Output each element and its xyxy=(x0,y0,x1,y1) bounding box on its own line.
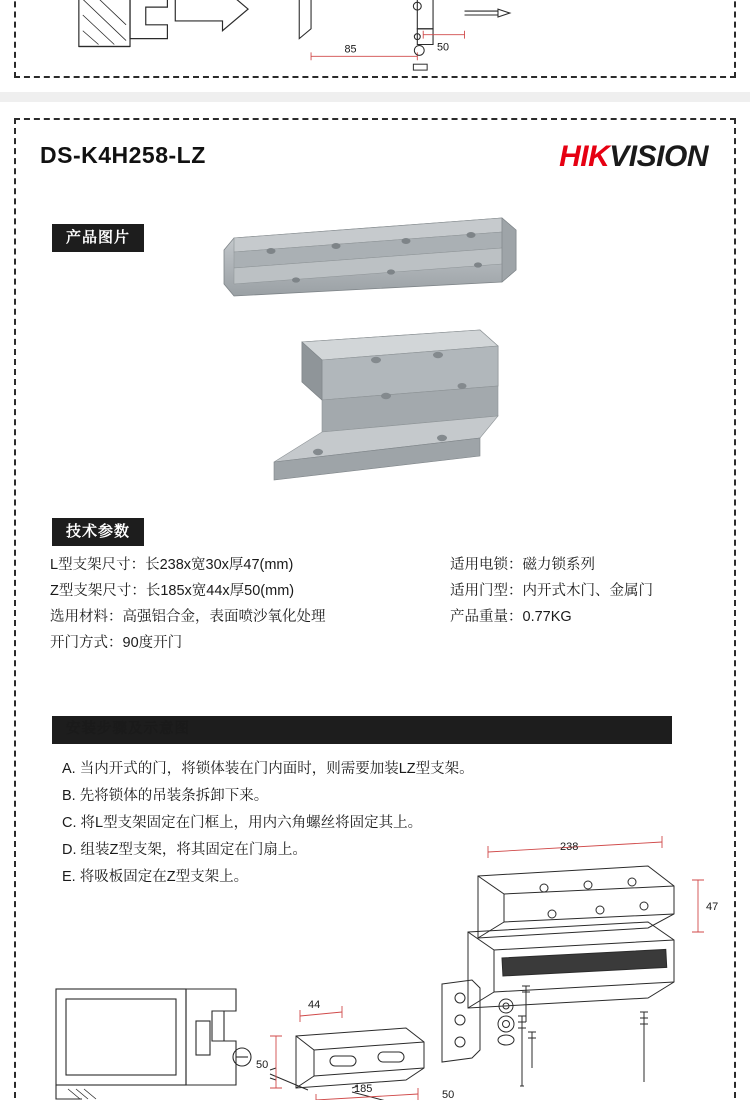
step-item: E. 将吸板固定在Z型支架上。 xyxy=(62,869,249,885)
section-label-tech-specs: 技术参数 xyxy=(52,518,144,546)
dimension-z-width: 44 xyxy=(308,999,321,1011)
spec-cell-left: 开门方式：90度开门 xyxy=(50,635,183,651)
spec-cell-right: 适用门型：内开式木门、金属门 xyxy=(450,583,653,599)
top-technical-drawing xyxy=(16,0,734,76)
assembly-diagram-middle xyxy=(256,976,546,1100)
step-item: C. 将L型支架固定在门框上，用内六角螺丝将固定其上。 xyxy=(62,815,423,831)
step-item: D. 组装Z型支架，将其固定在门扇上。 xyxy=(62,842,307,858)
door-section-diagram xyxy=(46,981,269,1100)
dimension-top-length: 85 xyxy=(344,43,357,56)
spec-table xyxy=(50,552,710,656)
step-item: B. 先将锁体的吊装条拆卸下来。 xyxy=(62,788,269,804)
section-divider xyxy=(0,92,750,102)
brand-hik: HIK xyxy=(559,140,610,173)
dimension-z-length: 185 xyxy=(354,1083,373,1095)
spec-cell-right: 产品重量：0.77KG xyxy=(450,609,572,625)
top-drawing-panel xyxy=(14,0,736,78)
dimension-bracket-length: 238 xyxy=(560,841,579,853)
spec-row xyxy=(50,604,710,630)
dimension-top-width: 50 xyxy=(436,41,450,54)
spec-cell-left: 选用材料：高强铝合金，表面喷沙氧化处理 xyxy=(50,609,326,625)
product-photo-l-bracket xyxy=(216,212,536,304)
brand-logo xyxy=(559,140,708,174)
dimension-bracket-thickness: 47 xyxy=(706,901,719,913)
section-label-product-images: 产品图片 xyxy=(52,224,144,252)
main-spec-panel xyxy=(14,118,736,1100)
spec-row xyxy=(50,630,710,656)
spec-cell-right: 适用电锁：磁力锁系列 xyxy=(450,557,595,573)
spec-row xyxy=(50,578,710,604)
dimension-z-height-left: 50 xyxy=(256,1059,269,1071)
product-photo-z-bracket xyxy=(266,320,506,490)
dimension-z-height-right: 50 xyxy=(442,1089,455,1100)
section-label-install-steps: 安装步骤及示意图 xyxy=(52,716,672,744)
spec-row xyxy=(50,552,710,578)
step-item: A. 当内开式的门，将锁体装在门内面时，则需要加装LZ型支架。 xyxy=(62,761,474,777)
brand-vision: VISION xyxy=(609,140,708,173)
spec-cell-left: Z型支架尺寸：长185x宽44x厚50(mm) xyxy=(50,583,295,599)
spec-cell-left: L型支架尺寸：长238x宽30x厚47(mm) xyxy=(50,557,294,573)
page-title: DS-K4H258-LZ xyxy=(40,142,206,168)
spec-cell-right xyxy=(450,630,710,656)
